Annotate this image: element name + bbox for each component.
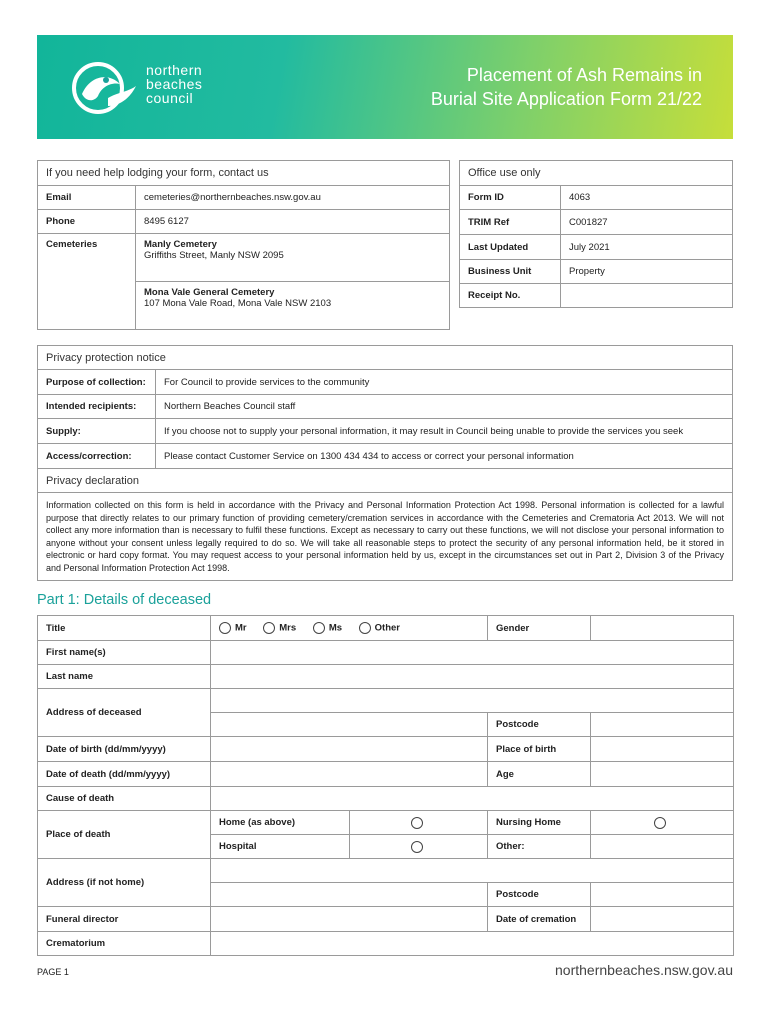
radio-icon[interactable] (411, 817, 423, 829)
funeral-director-label: Funeral director (38, 907, 211, 932)
postcode2-label: Postcode (488, 883, 591, 907)
part1-heading: Part 1: Details of deceased (37, 592, 212, 608)
gender-label: Gender (488, 616, 591, 641)
trim-ref-label: TRIM Ref (460, 210, 561, 235)
form-id-label: Form ID (460, 186, 561, 210)
place-of-death-label: Place of death (38, 811, 211, 859)
brand-name: northern beaches council (146, 62, 203, 106)
first-name-field[interactable] (211, 641, 734, 665)
radio-icon[interactable] (359, 622, 371, 634)
cause-label: Cause of death (38, 787, 211, 811)
age-field[interactable] (591, 762, 734, 787)
supply-label: Supply: (38, 419, 156, 444)
postcode2-field[interactable] (591, 883, 734, 907)
home-radio-cell[interactable] (350, 811, 488, 835)
cemetery-mona-vale: Mona Vale General Cemetery 107 Mona Vale Road, Mona Vale NSW 2103 (136, 282, 450, 330)
home-label: Home (as above) (211, 811, 350, 835)
business-unit-label: Business Unit (460, 260, 561, 284)
receipt-no-field[interactable] (561, 284, 733, 308)
trim-ref-value: C001827 (561, 210, 733, 235)
website-link[interactable]: northernbeaches.nsw.gov.au (555, 962, 733, 978)
last-name-field[interactable] (211, 665, 734, 689)
declaration-heading: Privacy declaration (38, 469, 733, 493)
cause-field[interactable] (211, 787, 734, 811)
last-updated-value: July 2021 (561, 235, 733, 260)
hospital-label: Hospital (211, 835, 350, 859)
privacy-heading: Privacy protection notice (38, 346, 733, 370)
title-label: Title (38, 616, 211, 641)
council-logo-icon (68, 58, 140, 118)
address-field-line1[interactable] (211, 689, 734, 713)
first-name-label: First name(s) (38, 641, 211, 665)
age-label: Age (488, 762, 591, 787)
office-heading: Office use only (460, 161, 733, 186)
business-unit-value: Property (561, 260, 733, 284)
cemetery-manly: Manly Cemetery Griffiths Street, Manly NSW 2095 (136, 234, 450, 282)
access-value: Please contact Customer Service on 1300 434 434 to access or correct your personal information (156, 444, 733, 469)
access-label: Access/correction: (38, 444, 156, 469)
crematorium-field[interactable] (211, 932, 734, 956)
deceased-details-table (37, 615, 734, 956)
crematorium-label: Crematorium (38, 932, 211, 956)
postcode-field[interactable] (591, 713, 734, 737)
radio-icon[interactable] (654, 817, 666, 829)
email-label: Email (38, 186, 136, 210)
purpose-value: For Council to provide services to the community (156, 370, 733, 395)
form-title: Placement of Ash Remains in Burial Site Application Form 21/22 (430, 65, 702, 109)
title-options (211, 616, 488, 641)
contact-heading: If you need help lodging your form, contact us (38, 161, 450, 186)
purpose-label: Purpose of collection: (38, 370, 156, 395)
address-not-home-label: Address (if not home) (38, 859, 211, 907)
supply-value: If you choose not to supply your personal information, it may result in Council being unable to provide the services you seek (156, 419, 733, 444)
nursing-home-radio-cell[interactable] (591, 811, 734, 835)
title-option-ms[interactable]: Ms (313, 622, 342, 634)
page-number: PAGE 1 (37, 967, 69, 977)
postcode-label: Postcode (488, 713, 591, 737)
date-cremation-field[interactable] (591, 907, 734, 932)
nursing-home-label: Nursing Home (488, 811, 591, 835)
recipients-value: Northern Beaches Council staff (156, 395, 733, 419)
address-not-home-line1[interactable] (211, 859, 734, 883)
dod-field[interactable] (211, 762, 488, 787)
cemeteries-label: Cemeteries (38, 234, 136, 330)
office-use-table (459, 160, 733, 308)
receipt-no-label: Receipt No. (460, 284, 561, 308)
contact-table (37, 160, 450, 330)
title-option-mr[interactable]: Mr (219, 622, 247, 634)
other-field[interactable] (591, 835, 734, 859)
last-updated-label: Last Updated (460, 235, 561, 260)
funeral-director-field[interactable] (211, 907, 488, 932)
title-option-other[interactable]: Other (359, 622, 400, 634)
radio-icon[interactable] (263, 622, 275, 634)
other-label: Other: (488, 835, 591, 859)
place-of-birth-field[interactable] (591, 737, 734, 762)
address-label: Address of deceased (38, 689, 211, 737)
hospital-radio-cell[interactable] (350, 835, 488, 859)
gender-field[interactable] (591, 616, 734, 641)
date-cremation-label: Date of cremation (488, 907, 591, 932)
address-field-line2[interactable] (211, 713, 488, 737)
title-option-mrs[interactable]: Mrs (263, 622, 296, 634)
place-of-birth-label: Place of birth (488, 737, 591, 762)
declaration-text: Information collected on this form is held in accordance with the Privacy and Personal Information Protection Act 1998. Personal information is collected for a lawful purpose that directly relates to our primary function of providing cemetery/cremation services in accordance with the Cemeteries and Crematoria Act 2013. We will not collect any more information than is necessary to fulfil these functions. Except as necessary to carry out these functions, we will not disclose your personal information to anyone without your consent unless legally required to do so. We will take all reasonable steps to protect the security of any personal information held, be it stored in electronic or hard copy format. You may request access to your personal information held by us, except in the circumstances set out in Part 2, Division 3 of the Privacy and Personal Information Protection Act 1998. (38, 493, 733, 581)
radio-icon[interactable] (219, 622, 231, 634)
privacy-table (37, 345, 733, 581)
dob-label: Date of birth (dd/mm/yyyy) (38, 737, 211, 762)
address-not-home-line2[interactable] (211, 883, 488, 907)
email-value[interactable]: cemeteries@northernbeaches.nsw.gov.au (136, 186, 450, 210)
form-id-value: 4063 (561, 186, 733, 210)
dod-label: Date of death (dd/mm/yyyy) (38, 762, 211, 787)
phone-value: 8495 6127 (136, 210, 450, 234)
dob-field[interactable] (211, 737, 488, 762)
phone-label: Phone (38, 210, 136, 234)
last-name-label: Last name (38, 665, 211, 689)
radio-icon[interactable] (411, 841, 423, 853)
recipients-label: Intended recipients: (38, 395, 156, 419)
radio-icon[interactable] (313, 622, 325, 634)
